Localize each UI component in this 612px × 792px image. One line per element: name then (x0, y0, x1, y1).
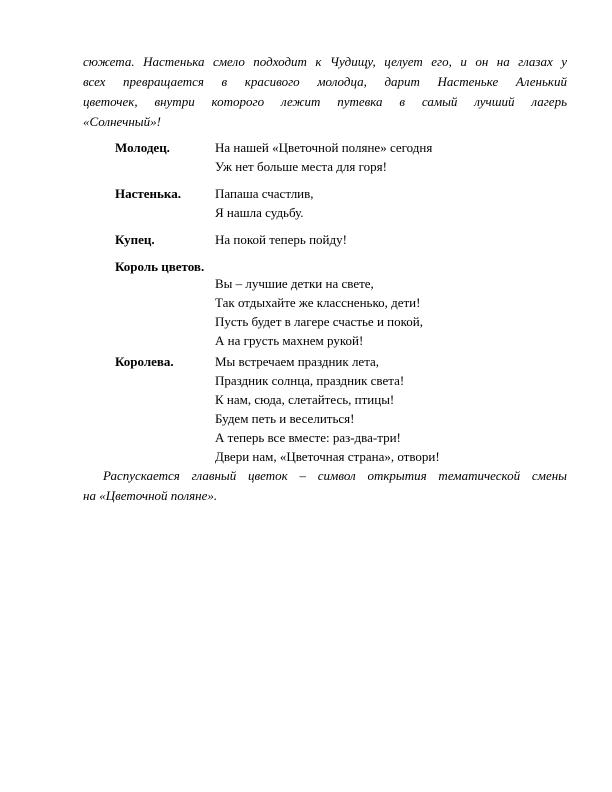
speaker-name: Купец. (115, 232, 155, 247)
speech-line: Пусть будет в лагере счастье и покой, (215, 314, 423, 329)
speech-lines (215, 138, 432, 176)
speech-line: Так отдыхайте же классненько, дети! (215, 295, 421, 310)
speaker-name: Настенька. (115, 186, 181, 201)
intro-paragraph (83, 52, 567, 132)
speech-line: Мы встречаем праздник лета, (215, 354, 380, 369)
speaker-name: Королева. (115, 354, 174, 369)
speech-line: Двери нам, «Цветочная страна», отвори! (215, 449, 440, 464)
stage-direction (83, 466, 567, 506)
speech-line: На покой теперь пойду! (215, 232, 347, 247)
intro-line: «Солнечный»! (83, 114, 161, 129)
speech-line: Праздник солнца, праздник света! (215, 373, 405, 388)
stage-direction-line: на «Цветочной поляне». (83, 488, 218, 503)
speech-line: Папаша счастлив, (215, 186, 314, 201)
speech-line: А теперь все вместе: раз-два-три! (215, 430, 401, 445)
speech-line: Я нашла судьбу. (215, 205, 304, 220)
speaker-name: Король цветов. (115, 259, 205, 274)
intro-line: всех превращается в красивого молодца, дарит Настеньке Аленький (83, 74, 567, 89)
stage-direction-line: Распускается главный цветок – символ открытия тематической смены (103, 468, 567, 483)
speech-line: К нам, сюда, слетайтесь, птицы! (215, 392, 395, 407)
speech-lines (215, 184, 314, 222)
intro-line: цветочек, внутри которого лежит путевка в самый лучший лагерь (83, 94, 567, 109)
speech-lines (215, 352, 440, 466)
speech-line: На нашей «Цветочной поляне» сегодня (215, 140, 433, 155)
intro-line: сюжета. Настенька смело подходит к Чудищу, целует его, и он на глазах у (83, 54, 567, 69)
speech-line: Будем петь и веселиться! (215, 411, 355, 426)
speech-line: Вы – лучшие детки на свете, (215, 276, 374, 291)
speech-lines (215, 274, 423, 350)
speech-lines (215, 230, 347, 249)
speech-line: Уж нет больше места для горя! (215, 159, 387, 174)
speaker-name: Молодец. (115, 140, 170, 155)
speech-line: А на грусть махнем рукой! (215, 333, 364, 348)
